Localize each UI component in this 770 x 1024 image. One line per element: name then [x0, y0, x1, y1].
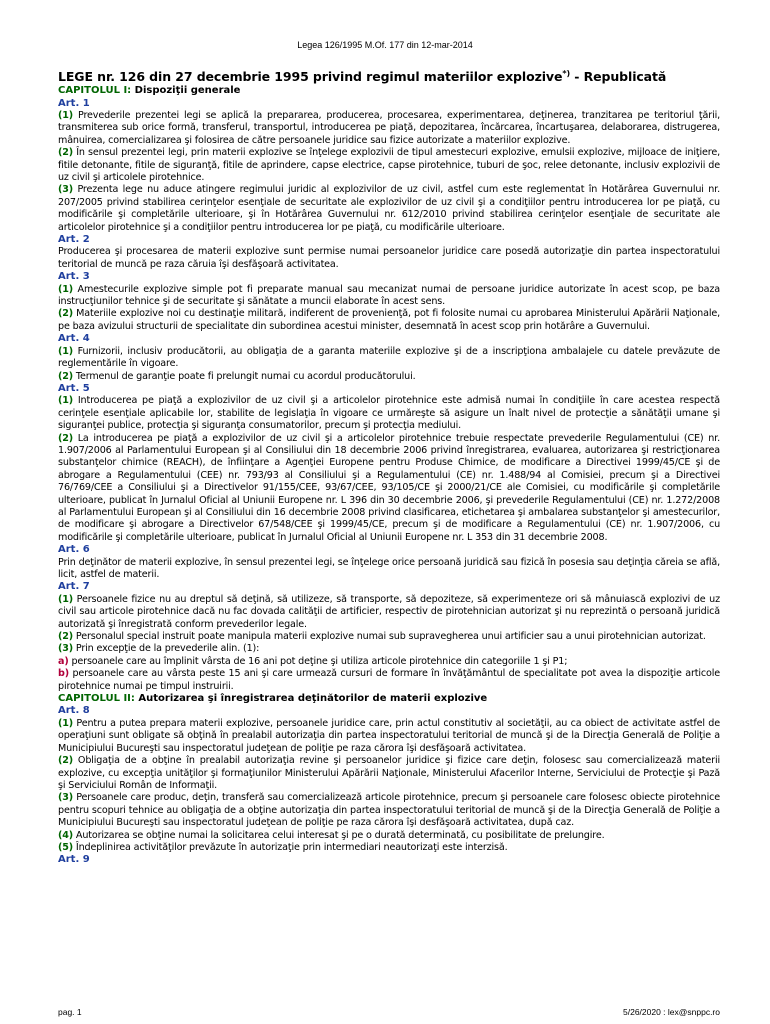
title-footnote-mark: *) — [562, 69, 571, 78]
article-heading: Art. 2 — [58, 234, 90, 246]
paragraph — [58, 656, 720, 668]
paragraph-number: (1) — [58, 109, 73, 121]
paragraph-text: Materiile explozive noi cu destinaţie militară, indiferent de provenienţă, pot fi folosite numai cu aprobarea Ministerului Apărării Naţionale, pe baza avizului structurii de specialitate din subordinea acestui minister, desemnată în acest scop prin hotărâre a Guvernului. — [58, 308, 720, 332]
paragraph-number: (2) — [58, 755, 73, 767]
paragraph-number: (1) — [58, 345, 73, 357]
article-heading: Art. 6 — [58, 544, 90, 556]
article-heading: Art. 4 — [58, 333, 90, 345]
paragraph-text: Pentru a putea prepara materii explozive, persoanele juridice care, prin actul constitutiv al societăţii, au ca obiect de activitate astfel de operaţiuni sunt obligate să obţină în prealabil autorizaţia din partea inspectoratului teritorial de muncă şi de la Direcţia Generală de Poliţie a Municipiului Bucureşti sau inspectoratul judeţean de poliţie pe raza cărora îşi desfăşoară activitatea. — [58, 717, 720, 754]
paragraph-text: Persoanele fizice nu au dreptul să deţină, să utilizeze, să transporte, să depoziteze, să experimenteze ori să mânuiască explozivi de uz civil sau articole pirotehnice dacă nu fac dovada calităţii de artificier, respectiv de pirotehnician autorizat şi nu reprezintă o persoană juridică autorizată şi înregistrată conform prevederilor legale. — [58, 593, 720, 630]
paragraph-number: (3) — [58, 643, 73, 655]
paragraph-number: (1) — [58, 717, 73, 729]
paragraph — [58, 792, 720, 829]
paragraph-text: persoanele care au vârsta peste 15 ani şi care urmează cursuri de formare în învăţământul de specialitate pot avea la dispoziţie articole pirotehnice numai pe timpul instruirii. — [58, 668, 720, 692]
list-letter: a) — [58, 655, 69, 667]
paragraph-text: Îndeplinirea activităţilor prevăzute în autorizaţie prin intermediari neautorizaţi este interzisă. — [75, 841, 508, 853]
paragraph-number: (2) — [58, 308, 73, 320]
paragraph-text: În sensul prezentei legi, prin materii explozive se înţelege explozivii de tipul amestecuri explozive, emulsii explozive, mijloace de iniţiere, fitile detonante, fitile de siguranţă, fitile de aprindere, capse electrice, capse pirotehnice, tuburi de şoc, relee detonante, inclusiv explozivii de uz civil şi articolele pirotehnice. — [58, 147, 720, 183]
paragraph — [58, 371, 720, 383]
paragraph — [58, 346, 720, 371]
paragraph-text: Autorizarea se obţine numai la solicitarea celui interesat şi pe o durată determinată, cu posibilitate de prelungire. — [75, 829, 605, 841]
title-main: LEGE nr. 126 din 27 decembrie 1995 privind regimul materiilor explozive — [58, 69, 563, 85]
paragraph-text: Prevederile prezentei legi se aplică la prepararea, producerea, procesarea, experimentarea, deţinerea, tranzitarea pe teritoriul ţării, transmiterea sub orice formă, transferul, transportul, introducerea pe piaţă, depozitarea, încărcarea, încartuşarea, delaborarea, distrugerea, mânuirea, comercializarea şi folosirea de către persoanele juridice sau fizice autorizate a materiilor explozive. — [58, 109, 720, 146]
chapter-label: CAPITOLUL II: — [58, 693, 135, 705]
paragraph — [58, 395, 720, 432]
paragraph-text: Introducerea pe piaţă a explozivilor de uz civil şi a articolelor pirotehnice este admisă numai în condiţiile în care acestea respectă cerinţele esenţiale aplicabile lor, stabilite de legislaţia în vigoare ce urmăreşte să asigure un înalt nivel de protecţie a sănătăţii umane şi siguranţei publice, protecţia şi siguranţa consumatorilor, precum şi protecţia mediului. — [58, 395, 720, 432]
paragraph-text: persoanele care au împlinit vârsta de 16 ani pot deţine şi utiliza articole pirotehnice din categoriile 1 şi P1; — [71, 655, 568, 667]
page-number: pag. 1 — [58, 1007, 82, 1017]
paragraph-number: (4) — [58, 829, 73, 841]
document-body — [58, 66, 720, 867]
paragraph — [58, 308, 720, 333]
paragraph-number: (1) — [58, 593, 73, 605]
paragraph-number: (2) — [58, 147, 73, 159]
document-title — [58, 66, 720, 85]
paragraph-number: (1) — [58, 283, 73, 295]
article-heading: Art. 7 — [58, 581, 90, 593]
article-heading: Art. 9 — [58, 854, 90, 866]
paragraph-number: (3) — [58, 792, 73, 804]
paragraph — [58, 110, 720, 147]
chapter-title: Autorizarea şi înregistrarea deţinătorilor de materii explozive — [138, 693, 488, 705]
law-articles — [58, 85, 720, 867]
paragraph — [58, 755, 720, 792]
paragraph — [58, 842, 720, 854]
paragraph-number: (2) — [58, 432, 73, 444]
paragraph — [58, 668, 720, 693]
title-suffix: - Republicată — [570, 69, 667, 85]
paragraph-text: Prezenta lege nu aduce atingere regimului juridic al explozivilor de uz civil, astfel cum este reglementat în Hotărârea Guvernului nr. 207/2005 privind stabilirea cerinţelor esenţiale de securitate ale explozivilor de uz civil şi a condiţiilor pentru introducerea lor pe piaţă, cu modificările şi completările ulterioare, şi în Hotărârea Guvernului nr. 612/2010 privind stabilirea cerinţelor esenţiale de securitate ale articolelor pirotehnice şi a condiţiilor pentru introducerea lor pe piaţă, cu modificările ulterioare. — [58, 184, 720, 233]
chapter-title: Dispoziţii generale — [134, 85, 241, 97]
paragraph — [58, 433, 720, 545]
paragraph-number: (1) — [58, 395, 73, 407]
paragraph-number: (5) — [58, 841, 73, 853]
paragraph-text: Obligaţia de a obţine în prealabil autorizaţia revine şi persoanelor juridice şi fizice care deţin, folosesc sau comercializează materii explozive, cu excepţia unităţilor şi formaţiunilor Ministerului Apărării Naţionale, Ministerului Afacerilor Interne, Serviciului de Protecţie şi Pază şi Serviciului Român de Informaţii. — [58, 755, 720, 791]
paragraph-text: Persoanele care produc, deţin, transferă sau comercializează articole pirotehnice, precum şi persoanele care folosesc obiecte pirotehnice pentru scopuri tehnice au obligaţia de a obţine autorizaţia din partea inspectoratului teritorial de muncă şi de la Direcţia Generală de Poliţie a Municipiului Bucureşti sau inspectoratul judeţean de poliţie pe raza cărora îşi desfăşoară activitatea, după caz. — [58, 792, 721, 829]
paragraph — [58, 643, 720, 655]
paragraph — [58, 594, 720, 631]
paragraph-text: Amestecurile explozive simple pot fi preparate manual sau mecanizat numai de persoane juridice autorizate în acest scop, pe baza instrucţiunilor tehnice şi de securitate şi sănătate a muncii elaborate în acest sens. — [58, 283, 720, 308]
paragraph — [58, 557, 720, 582]
paragraph-number: (2) — [58, 370, 73, 382]
paragraph-text: Prin deţinător de materii explozive, în sensul prezentei legi, se înţelege orice persoană juridică sau fizică în posesia sau deţinţia căreia se află, licit, astfel de materii. — [58, 556, 720, 580]
paragraph-number: (2) — [58, 631, 73, 643]
paragraph — [58, 147, 720, 184]
paragraph-text: Furnizorii, inclusiv producătorii, au obligaţia de a garanta materiile explozive şi de a inscripţiona ambalajele cu datele prevăzute de reglementările în vigoare. — [58, 345, 721, 370]
print-date-contact: 5/26/2020 : lex@snppc.ro — [623, 1007, 720, 1017]
paragraph — [58, 631, 720, 643]
list-letter: b) — [58, 668, 69, 680]
paragraph — [58, 246, 720, 271]
chapter-heading — [58, 693, 720, 705]
document-header: Legea 126/1995 M.Of. 177 din 12-mar-2014 — [297, 40, 473, 50]
article-heading: Art. 1 — [58, 97, 90, 109]
paragraph-text: Producerea şi procesarea de materii explozive sunt permise numai persoanelor juridice care posedă autorizaţie din partea inspectoratului teritorial de muncă pe raza căruia îşi desfăşoară activitatea. — [58, 246, 720, 270]
paragraph-text: Prin excepţie de la prevederile alin. (1): — [75, 643, 260, 655]
paragraph — [58, 184, 720, 234]
chapter-label: CAPITOLUL I: — [58, 85, 132, 97]
article-heading: Art. 8 — [58, 705, 90, 717]
paragraph-text: Termenul de garanţie poate fi prelungit numai cu acordul producătorului. — [75, 370, 416, 382]
paragraph-text: La introducerea pe piaţă a explozivilor de uz civil şi a articolelor pirotehnice trebuie respectate prevederile Regulamentului (CE) nr. 1.907/2006 al Parlamentului European şi al Consiliului din 18 decembrie 2006 privind înregistrarea, evaluarea, autorizarea şi restricţionarea substanţelor chimice (REACH), de înfiinţare a Agenţiei Europene pentru Produse Chimice, de modificare a Directivei 1999/45/CE şi de abrogare a Regulamentului (CEE) nr. 793/93 al Consiliului şi a Regulamentului (CE) nr. 1.488/94 al Comisiei, precum şi a Directivei 76/769/CEE a Consiliului şi a Directivelor 91/155/CEE, 93/67/CEE, 93/105/CE şi 2000/21/CE ale Comisiei, cu modificările şi completările ulterioare, publicat în Jurnalul Oficial al Uniunii Europene nr. L 396 din 30 decembrie 2006, şi prevederile Regulamentului (CE) nr. 1.272/2008 al Parlamentului European şi al Consiliului din 16 decembrie 2008 privind clasificarea, etichetarea şi ambalarea substanţelor şi amestecurilor, de modificare şi abrogare a Directivelor 67/548/CEE şi 1999/45/CE, precum şi de modificare a Regulamentului (CE) nr. 1.907/2006, cu modificările şi completările ulterioare, publicat în Jurnalul Oficial al Uniunii Europene nr. L 353 din 31 decembrie 2008. — [58, 432, 720, 543]
article-heading: Art. 5 — [58, 382, 90, 394]
chapter-heading — [58, 85, 720, 97]
article-heading: Art. 3 — [58, 271, 90, 283]
paragraph — [58, 830, 720, 842]
paragraph-text: Personalul special instruit poate manipula materii explozive numai sub supravegherea unui artificier sau a unui pirotehnician autorizat. — [75, 631, 706, 643]
paragraph — [58, 718, 720, 755]
paragraph-number: (3) — [58, 184, 73, 196]
paragraph — [58, 284, 720, 309]
